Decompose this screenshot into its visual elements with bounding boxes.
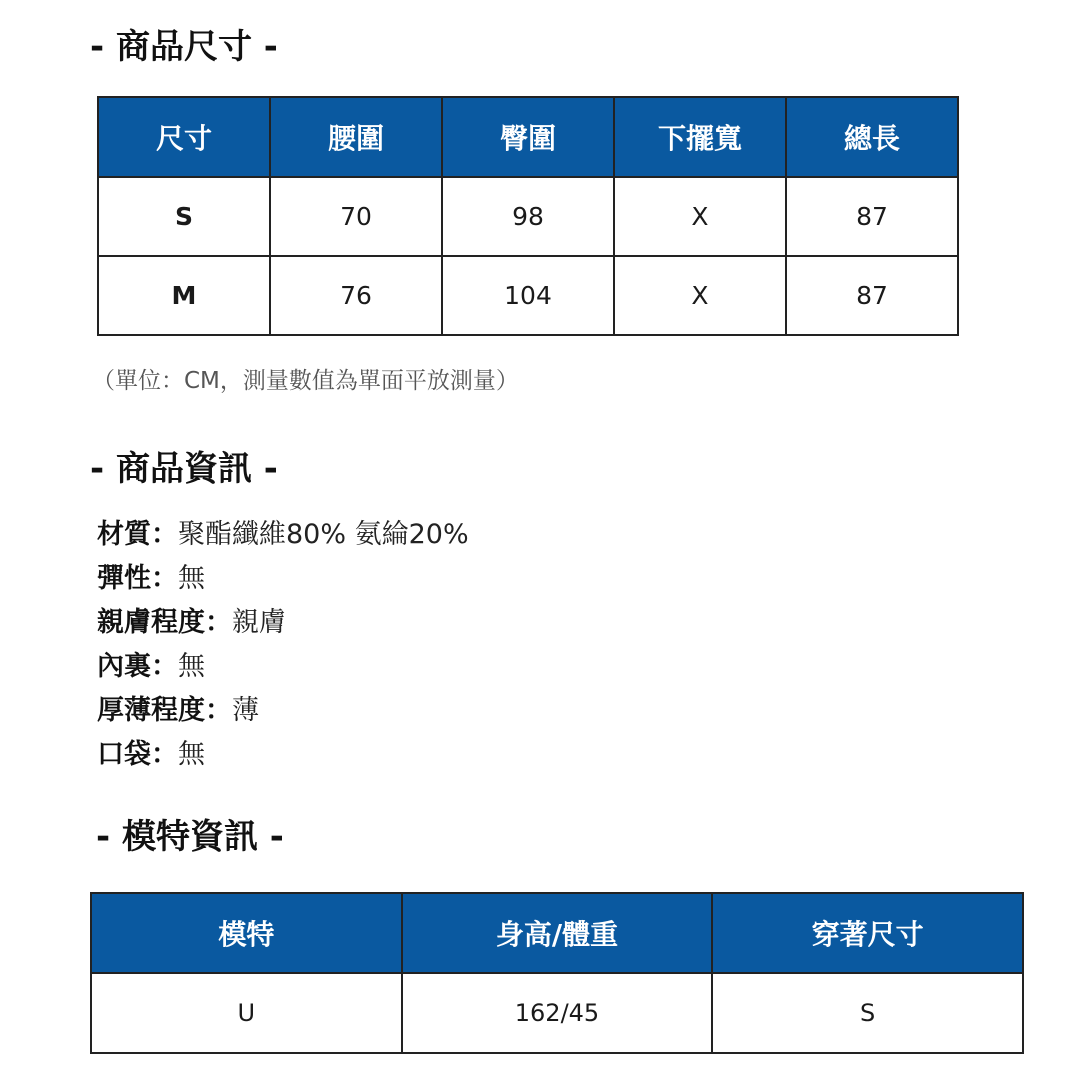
size-cell: S (98, 177, 270, 256)
list-item (97, 513, 469, 557)
hem-width-cell: X (614, 256, 786, 335)
model-name-cell: U (91, 973, 402, 1053)
waist-cell: 70 (270, 177, 442, 256)
list-item (97, 601, 469, 645)
info-key-elasticity: 彈性： (97, 563, 178, 594)
size-header-length: 總長 (786, 97, 958, 177)
list-item (97, 689, 469, 733)
info-key-skin-friendliness: 親膚程度： (97, 607, 232, 638)
info-value-lining: 無 (178, 651, 205, 682)
model-header-worn-size: 穿著尺寸 (712, 893, 1023, 973)
info-value-skin-friendliness: 親膚 (232, 607, 286, 638)
worn-size-cell: S (712, 973, 1023, 1053)
model-info-title: - 模特資訊 - (96, 817, 284, 857)
info-value-elasticity: 無 (178, 563, 205, 594)
size-header-waist: 腰圍 (270, 97, 442, 177)
size-header-size: 尺寸 (98, 97, 270, 177)
model-header-height-weight: 身高/體重 (402, 893, 713, 973)
height-weight-cell: 162/45 (402, 973, 713, 1053)
list-item (97, 733, 469, 777)
info-value-material: 聚酯纖維80% 氨綸20% (178, 519, 469, 550)
hip-cell: 104 (442, 256, 614, 335)
product-info-list (97, 513, 469, 777)
measurement-note: （單位：CM，測量數值為單面平放測量） (92, 368, 519, 394)
info-key-pockets: 口袋： (97, 739, 178, 770)
length-cell: 87 (786, 256, 958, 335)
size-cell: M (98, 256, 270, 335)
size-table-header-row (98, 97, 958, 177)
info-key-thickness: 厚薄程度： (97, 695, 232, 726)
table-row (91, 973, 1023, 1053)
product-info-title: - 商品資訊 - (90, 449, 278, 489)
info-key-lining: 內裏： (97, 651, 178, 682)
size-section-title: - 商品尺寸 - (90, 27, 278, 67)
info-value-pockets: 無 (178, 739, 205, 770)
size-header-hip: 臀圍 (442, 97, 614, 177)
size-table (97, 96, 959, 336)
size-header-hem-width: 下擺寬 (614, 97, 786, 177)
list-item (97, 645, 469, 689)
model-table (90, 892, 1024, 1054)
table-row (98, 177, 958, 256)
table-row (98, 256, 958, 335)
info-value-thickness: 薄 (232, 695, 259, 726)
hip-cell: 98 (442, 177, 614, 256)
model-header-model: 模特 (91, 893, 402, 973)
length-cell: 87 (786, 177, 958, 256)
info-key-material: 材質： (97, 519, 178, 550)
list-item (97, 557, 469, 601)
model-table-header-row (91, 893, 1023, 973)
waist-cell: 76 (270, 256, 442, 335)
hem-width-cell: X (614, 177, 786, 256)
